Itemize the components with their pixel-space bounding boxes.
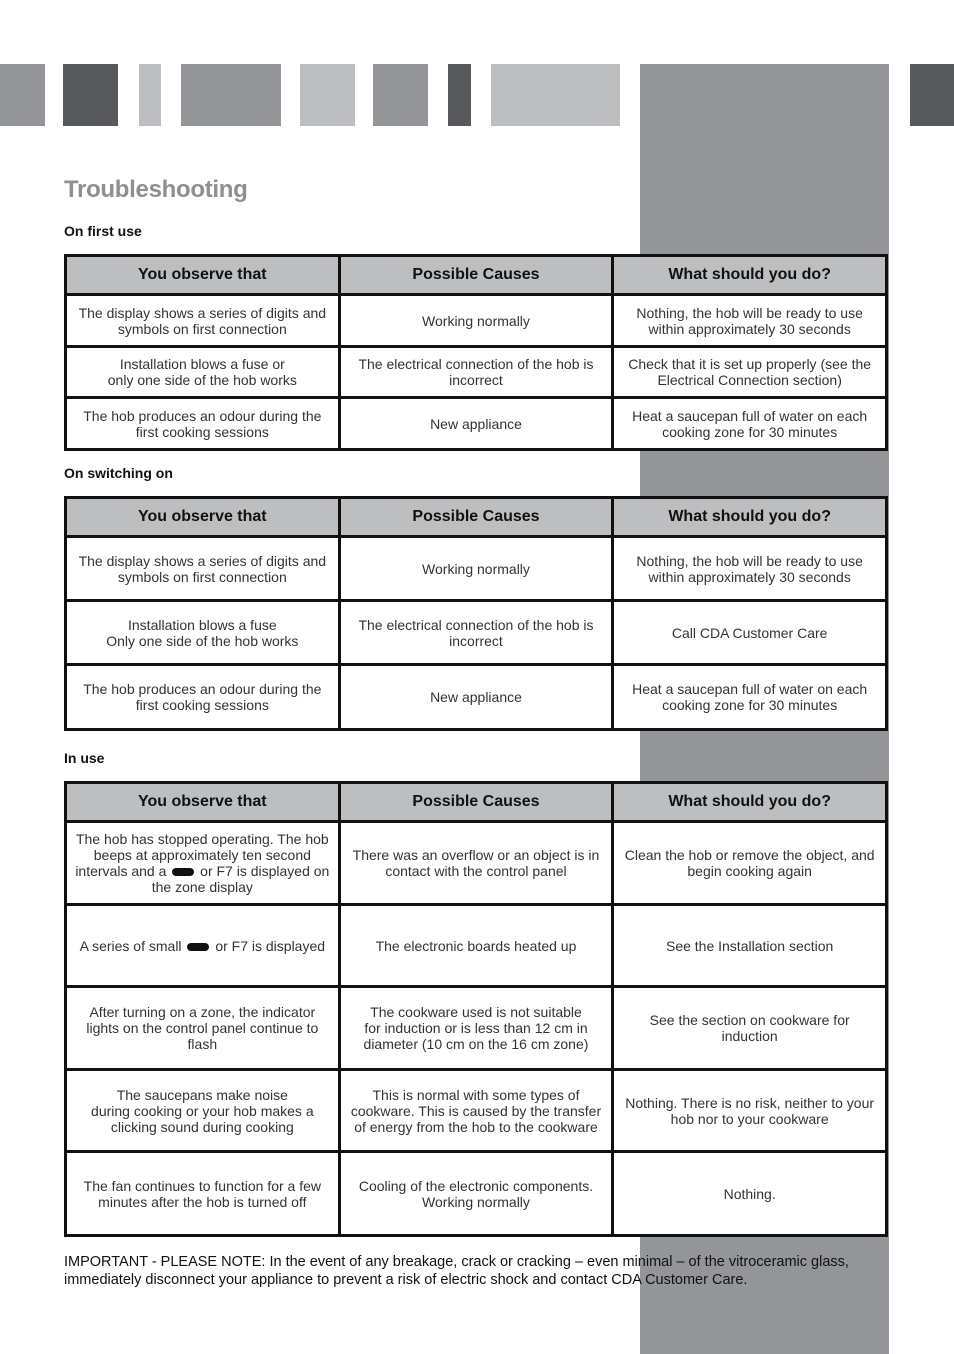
cause-cell: Working normally bbox=[339, 537, 613, 601]
observe-cell: The hob produces an odour during the first cooking sessions bbox=[66, 398, 340, 450]
observe-cell: Installation blows a fuse or only one side of the hob works bbox=[66, 347, 340, 398]
column-header: What should you do? bbox=[613, 256, 887, 295]
action-cell: Call CDA Customer Care bbox=[613, 601, 887, 665]
table-first-use bbox=[64, 254, 888, 451]
action-cell: Nothing, the hob will be ready to use within approximately 30 seconds bbox=[613, 295, 887, 347]
cause-cell: New appliance bbox=[339, 398, 613, 450]
column-header: Possible Causes bbox=[339, 498, 613, 537]
cause-cell: The electronic boards heated up bbox=[339, 905, 613, 987]
observe-cell: The display shows a series of digits and symbols on first connection bbox=[66, 295, 340, 347]
dash-segment-icon bbox=[172, 868, 194, 876]
observe-cell bbox=[66, 822, 340, 905]
important-note: IMPORTANT - PLEASE NOTE: In the event of any breakage, crack or cracking – even minimal – of the vitroceramic glass, immediately disconnect your appliance to prevent a risk of electric shock and contact CDA Customer Care. bbox=[64, 1254, 849, 1288]
observe-cell: Installation blows a fuse Only one side of the hob works bbox=[66, 601, 340, 665]
column-header: You observe that bbox=[66, 498, 340, 537]
header-block bbox=[910, 64, 954, 126]
cause-cell: The electrical connection of the hob is incorrect bbox=[339, 347, 613, 398]
table-row bbox=[66, 537, 887, 601]
action-cell: Clean the hob or remove the object, and begin cooking again bbox=[613, 822, 887, 905]
cause-cell: The electrical connection of the hob is incorrect bbox=[339, 601, 613, 665]
header-block bbox=[63, 64, 118, 126]
header-block bbox=[491, 64, 620, 126]
observe-cell: The fan continues to function for a few minutes after the hob is turned off bbox=[66, 1152, 340, 1236]
header-block bbox=[181, 64, 281, 126]
cause-cell: New appliance bbox=[339, 665, 613, 730]
observe-text: A series of small bbox=[79, 937, 182, 954]
table-header-row bbox=[66, 256, 887, 295]
header-block bbox=[300, 64, 355, 126]
table-in-use bbox=[64, 781, 888, 1237]
table-row bbox=[66, 398, 887, 450]
table-row bbox=[66, 822, 887, 905]
column-header: What should you do? bbox=[613, 498, 887, 537]
header-block bbox=[373, 64, 428, 126]
action-cell: Check that it is set up properly (see the Electrical Connection section) bbox=[613, 347, 887, 398]
observe-text: The hob has stopped operating. The hob beeps at approximately ten second intervals and a bbox=[75, 831, 329, 879]
column-header: You observe that bbox=[66, 783, 340, 822]
cause-cell: Cooling of the electronic components. Working normally bbox=[339, 1152, 613, 1236]
observe-text: or F7 is displayed bbox=[215, 937, 326, 954]
table-row bbox=[66, 665, 887, 730]
header-block bbox=[139, 64, 161, 126]
table-switching-on bbox=[64, 496, 888, 731]
table-row bbox=[66, 905, 887, 987]
page-title: Troubleshooting bbox=[64, 176, 248, 203]
section-label-first-use: On first use bbox=[64, 223, 142, 239]
section-label-in-use: In use bbox=[64, 750, 105, 766]
action-cell: See the section on cookware for induction bbox=[613, 987, 887, 1070]
action-cell: Heat a saucepan full of water on each cooking zone for 30 minutes bbox=[613, 398, 887, 450]
cause-cell: Working normally bbox=[339, 295, 613, 347]
table-row bbox=[66, 601, 887, 665]
column-header: What should you do? bbox=[613, 783, 887, 822]
table-row bbox=[66, 1152, 887, 1236]
action-cell: Nothing, the hob will be ready to use within approximately 30 seconds bbox=[613, 537, 887, 601]
header-block bbox=[448, 64, 471, 126]
observe-cell: The display shows a series of digits and symbols on first connection bbox=[66, 537, 340, 601]
action-cell: Nothing. There is no risk, neither to your hob nor to your cookware bbox=[613, 1070, 887, 1152]
cause-cell: There was an overflow or an object is in contact with the control panel bbox=[339, 822, 613, 905]
table-row bbox=[66, 987, 887, 1070]
observe-text: or F7 is displayed on the zone display bbox=[151, 863, 330, 895]
observe-cell: The saucepans make noise during cooking or your hob makes a clicking sound during cooking bbox=[66, 1070, 340, 1152]
observe-cell: The hob produces an odour during the first cooking sessions bbox=[66, 665, 340, 730]
dash-segment-icon bbox=[187, 943, 209, 951]
action-cell: Heat a saucepan full of water on each cooking zone for 30 minutes bbox=[613, 665, 887, 730]
column-header: Possible Causes bbox=[339, 783, 613, 822]
action-cell: Nothing. bbox=[613, 1152, 887, 1236]
action-cell: See the Installation section bbox=[613, 905, 887, 987]
table-row bbox=[66, 295, 887, 347]
header-block bbox=[0, 64, 45, 126]
table-row bbox=[66, 347, 887, 398]
observe-cell bbox=[66, 905, 340, 987]
section-label-switching-on: On switching on bbox=[64, 465, 173, 481]
observe-cell: After turning on a zone, the indicator lights on the control panel continue to flash bbox=[66, 987, 340, 1070]
table-header-row bbox=[66, 783, 887, 822]
table-row bbox=[66, 1070, 887, 1152]
cause-cell: This is normal with some types of cookware. This is caused by the transfer of energy from the hob to the cookware bbox=[339, 1070, 613, 1152]
column-header: You observe that bbox=[66, 256, 340, 295]
cause-cell: The cookware used is not suitable for induction or is less than 12 cm in diameter (10 cm on the 16 cm zone) bbox=[339, 987, 613, 1070]
table-header-row bbox=[66, 498, 887, 537]
column-header: Possible Causes bbox=[339, 256, 613, 295]
